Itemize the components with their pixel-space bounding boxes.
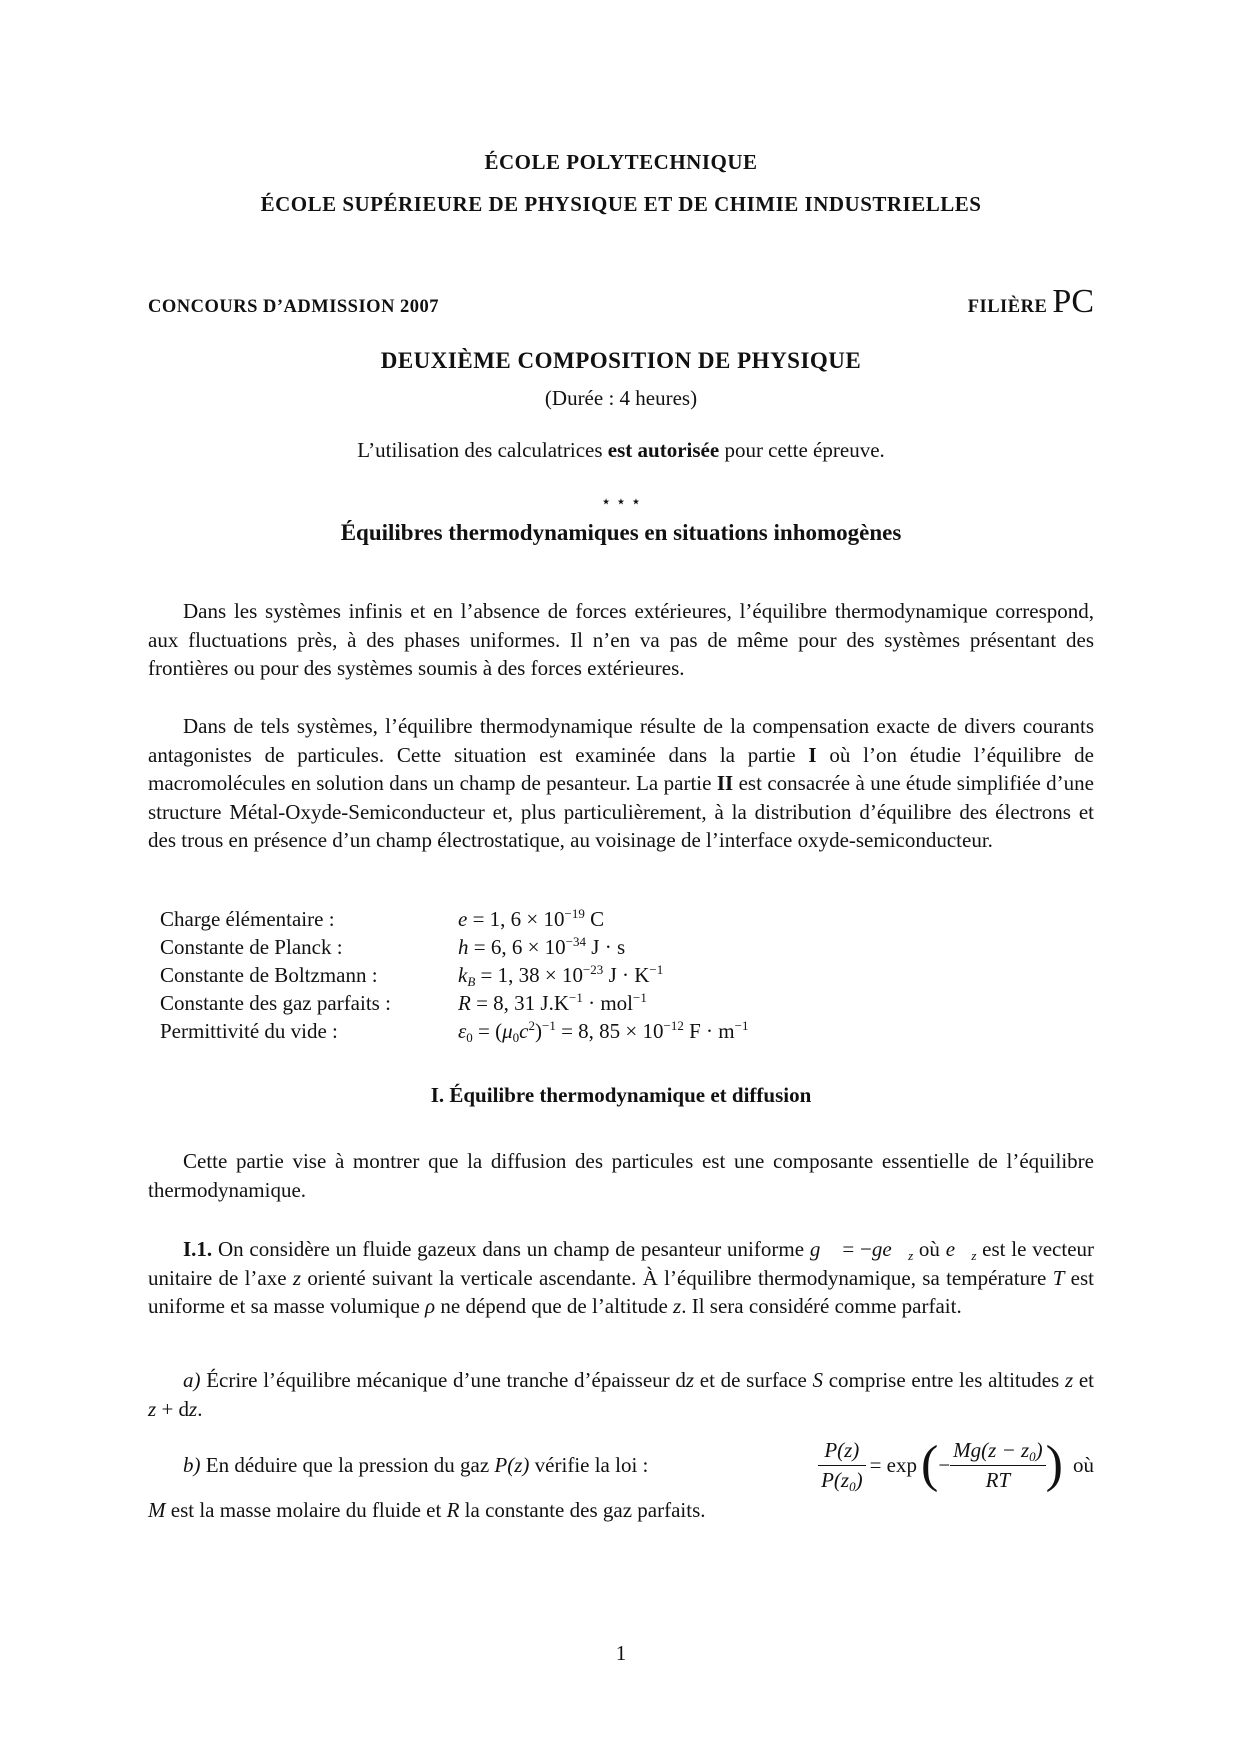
exp-numerator [950,1436,1046,1466]
rho-symbol: ρ [425,1294,436,1318]
g-symbol: g [871,1237,883,1261]
page-number: 1 [615,1641,627,1665]
symbol: e [458,907,468,931]
symbol-subscript: 0 [466,1030,473,1045]
question-label: b) [183,1452,201,1477]
question-a [148,1366,1094,1423]
qb-text: vérifie la loi : [529,1452,649,1477]
q1-ou: où [913,1237,946,1261]
constant-row [160,933,748,961]
intro-p1-text: Dans les systèmes infinis et en l’absence de forces extérieures, l’équilibre thermodynamique correspond, aux fluctuations près, à des phases uniformes. Il n’en va pas de même pour des systèmes présentant des frontières ou pour des systèmes soumis à des forces extérieures. [148,599,1094,680]
symbol: ε [458,1019,467,1043]
exponent: −34 [565,934,587,949]
exponent: −19 [564,906,585,921]
calc-post: pour cette épreuve. [719,438,885,462]
filiere-word: FILIÈRE [967,297,1048,317]
ez-vector: e⃗ [882,1237,909,1261]
calc-pre: L’utilisation des calculatrices [357,438,608,462]
q1-text: est uniforme et sa masse volumique [148,1265,1095,1318]
constant-value [458,961,663,989]
concours-label: CONCOURS D’ADMISSION 2007 [148,297,440,317]
intro-paragraph-2 [148,712,1094,855]
pressure-ratio [818,1436,866,1494]
den-close: ) [855,1467,863,1492]
unit: J · s [586,935,626,959]
unit-exponent: −1 [649,962,664,977]
constant-row [160,989,748,1017]
c-symbol: c [519,1019,529,1043]
qa-text: comprise entre les altitudes [822,1368,1065,1392]
den-P: P(z [821,1467,850,1492]
constant-label: Constante des gaz parfaits : [160,991,391,1015]
exponent: −1 [542,1018,556,1033]
value: = 8, 85 × 10 [555,1019,664,1043]
P-symbol: P [494,1452,508,1477]
qb-text: est la masse molaire du fluide et [165,1498,447,1522]
part1-intro [148,1147,1094,1204]
calculator-note [148,438,1094,463]
exp-num-sub: 0 [1029,1449,1036,1464]
unit-exponent: −1 [633,990,647,1005]
question-I1 [148,1235,1094,1321]
constant-label: Constante de Planck : [160,935,343,959]
ez-vector: e⃗ [945,1237,972,1261]
school-title-1: ÉCOLE POLYTECHNIQUE [484,150,758,174]
unit: C [584,907,605,931]
constant-value [458,1017,748,1045]
p2-e: est consacrée à une étude simplifiée d’une structure Métal-Oxyde-Semiconducteur et, plus particulièrement, à la distribution d’équilibre des électrons et des trous en présence d’un champ électrostatique, au voisinage de l’interface oxyde-semiconducteur. [148,771,1094,852]
stars-separator: ⋆ ⋆ ⋆ [600,492,642,511]
symbol: k [458,963,468,987]
unit: F · m [683,1019,735,1043]
p2-part-II: II [716,771,734,795]
barometric-formula [818,1436,1094,1494]
part1-heading: I. Équilibre thermodynamique et diffusion [430,1083,812,1107]
question-label: a) [183,1368,201,1392]
constant-row [160,961,748,989]
exponent-fraction [950,1436,1046,1494]
constant-label: Permittivité du vide : [160,1019,338,1043]
main-title: Équilibres thermodynamiques en situations inhomogènes [340,520,902,545]
question-b-line1 [148,1434,1094,1496]
unit: · mol [582,991,634,1015]
z-symbol: z [148,1396,157,1421]
exponent: −23 [582,962,604,977]
qb-prefix [183,1451,648,1480]
exp-num-text: Mg(z − z [953,1438,1030,1462]
exp-function: = exp [869,1452,917,1477]
minus-sign: − [938,1452,951,1477]
q1-text: . Il sera considéré comme parfait. [681,1294,962,1318]
M-symbol: M [148,1498,166,1522]
value: = 6, 6 × 10 [468,935,566,959]
part1-intro-text: Cette partie vise à montrer que la diffusion des particules est une composante essentielle de l’équilibre thermodynamique. [148,1149,1094,1202]
ratio-denominator [818,1466,866,1495]
value: = 1, 38 × 10 [475,963,583,987]
ez-subscript: z [971,1248,977,1263]
z-symbol: z [292,1265,302,1290]
constant-value [458,933,625,961]
composition-title: DEUXIÈME COMPOSITION DE PHYSIQUE [380,348,862,373]
exp-num-close: ) [1035,1438,1043,1462]
symbol-subscript: B [467,974,476,989]
den-sub: 0 [849,1478,856,1494]
p2-a: Dans de tels systèmes, l’équilibre thermodynamique résulte de la compensation exacte de divers courants antagonistes de particules. Cette situation est examinée dans la partie [148,714,1094,767]
c-exponent: 2 [528,1018,535,1033]
duration: (Durée : 4 heures) [544,386,698,410]
q1-eq: = − [836,1237,872,1261]
unit: J · K [603,963,650,987]
qa-text: et [1073,1368,1094,1392]
constant-label: Charge élémentaire : [160,907,335,931]
question-number: I.1. [183,1237,213,1261]
z-symbol: z [673,1294,682,1318]
admission-row [148,283,1094,321]
ez-subscript: z [908,1248,914,1263]
Pz-arg: (z) [507,1452,530,1477]
constant-label: Constante de Boltzmann : [160,963,378,987]
filiere-label [968,283,1094,321]
q1-text: est le vecteur unitaire de l’axe [148,1237,1095,1290]
question-b-line2 [148,1496,1094,1525]
value-part: = ( [472,1019,503,1043]
constant-value [458,905,604,933]
p2-c: où l’on étudie l’équilibre de macromolécules en solution dans un champ de pesanteur. La partie [148,742,1094,795]
school-title-2: ÉCOLE SUPÉRIEURE DE PHYSIQUE ET DE CHIMIE INDUSTRIELLES [260,192,982,216]
question-b [148,1434,1094,1525]
filiere-code: PC [1052,283,1094,320]
S-symbol: S [812,1368,823,1392]
qa-text: + d [156,1396,190,1421]
right-paren: ) [1045,1436,1063,1493]
calc-bold: est autorisée [607,438,720,462]
q1-text: orienté suivant la verticale ascendante. À l’équilibre thermodynamique, sa température [301,1265,1053,1290]
value: = 1, 6 × 10 [467,907,565,931]
mu-subscript: 0 [512,1030,520,1045]
symbol: R [458,991,471,1015]
constant-value [458,989,647,1017]
symbol: h [458,935,469,959]
qa-text: et de surface [694,1368,813,1392]
R-symbol: R [446,1498,460,1522]
qb-ou: où [1073,1452,1094,1477]
exp-denominator: RT [985,1467,1011,1492]
exponent: −1 [569,990,583,1005]
unit-exponent: −1 [734,1018,749,1033]
g-vector: g⃗ [809,1237,837,1261]
T-symbol: T [1052,1265,1065,1290]
q1-text: ne dépend que de l’altitude [435,1294,674,1318]
mu-symbol: μ [502,1019,513,1043]
constants-table [160,905,748,1045]
value: = 8, 31 J.K [470,991,570,1015]
left-paren: ( [920,1436,939,1493]
qb-text: En déduire que la pression du gaz [200,1452,495,1477]
intro-paragraph-1 [148,597,1094,683]
value-part: ) [535,1019,542,1043]
qa-text: Écrire l’équilibre mécanique d’une tranche d’épaisseur d [200,1368,686,1392]
z-symbol: z [1064,1368,1074,1392]
z-symbol: z [189,1396,198,1421]
z-symbol: z [685,1368,695,1392]
constant-row [160,905,748,933]
qa-text: . [197,1396,203,1421]
constant-row [160,1017,748,1045]
exponent: −12 [663,1018,684,1033]
q1-text: On considère un fluide gazeux dans un champ de pesanteur uniforme [212,1237,810,1261]
qb-text: la constante des gaz parfaits. [459,1498,706,1522]
ratio-numerator: P(z) [818,1436,866,1466]
p2-part-I: I [808,742,817,767]
